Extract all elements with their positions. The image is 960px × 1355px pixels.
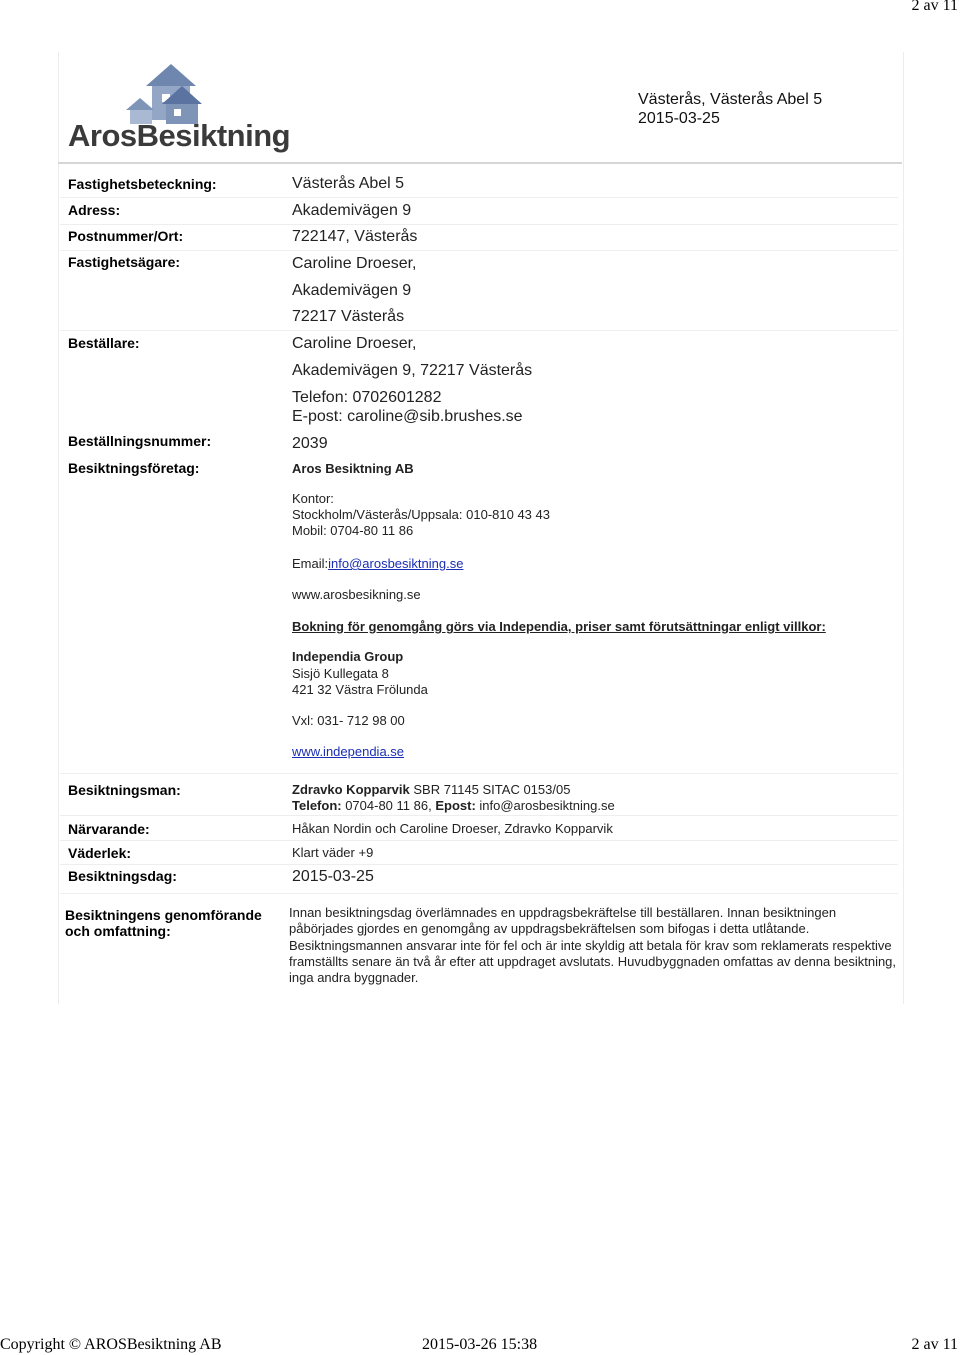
value-mobil: Mobil: 0704-80 11 86 bbox=[292, 523, 414, 538]
row-divider bbox=[60, 815, 898, 816]
logo-text-besiktning: Besiktning bbox=[136, 118, 291, 153]
partner-city: 421 32 Västra Frölunda bbox=[292, 682, 428, 697]
row-divider bbox=[60, 224, 898, 225]
value-omfattning-text: Innan besiktningsdag överlämnades en uppdragsbekräftelse till beställaren. Innan besiktningen påbörjades gjordes en genomgång av uppdragsbekräftelsen som bifogas i detta utlåtande. Besiktningsmannen ansvarar inte för fel och är inte skyldig att betala för krav som reklamerats respektive framställts senare än två år efter att uppdraget avslutats. Huvudbyggnaden omfattas av denna besiktning, inga andra byggnader. bbox=[289, 905, 897, 986]
partner-website-link[interactable]: www.independia.se bbox=[292, 744, 405, 759]
row-divider bbox=[60, 893, 898, 894]
label-bestallningsnummer: Beställningsnummer: bbox=[68, 433, 212, 449]
email-link[interactable]: info@arosbesiktning.se bbox=[328, 556, 464, 571]
label-adress: Adress: bbox=[68, 202, 121, 218]
value-bestallare-line1: Caroline Droeser, bbox=[292, 335, 417, 352]
header-date: 2015-03-25 bbox=[638, 110, 720, 127]
footer-page: 2 av 11 bbox=[911, 1336, 958, 1353]
inspector-tel-value: 0704-80 11 86, bbox=[341, 798, 436, 813]
label-fastighetsagare: Fastighetsägare: bbox=[68, 254, 181, 270]
row-divider bbox=[60, 840, 898, 841]
page-indicator-top: 2 av 11 bbox=[911, 0, 958, 14]
value-bestallningsnummer: 2039 bbox=[292, 435, 328, 452]
label-fastighetsbeteckning: Fastighetsbeteckning: bbox=[68, 176, 217, 192]
logo-text-aros: Aros bbox=[68, 118, 137, 153]
label-postnummer: Postnummer/Ort: bbox=[68, 228, 184, 244]
company-logo bbox=[66, 60, 291, 158]
value-website: www.arosbesikning.se bbox=[292, 587, 421, 602]
booking-notice: Bokning för genomgång görs via Independia, priser samt förutsättningar enligt villkor: bbox=[292, 619, 826, 634]
inspector-tel-label: Telefon: bbox=[292, 798, 342, 813]
label-besiktningsman: Besiktningsman: bbox=[68, 782, 181, 798]
value-postnummer: 722147, Västerås bbox=[292, 228, 418, 245]
value-besiktningsman-contact bbox=[292, 798, 615, 813]
value-bestallare-line2: Akademivägen 9, 72217 Västerås bbox=[292, 362, 533, 379]
label-narvarande: Närvarande: bbox=[68, 821, 150, 837]
inspector-epost-value: info@arosbesiktning.se bbox=[475, 798, 615, 813]
footer-copyright: Copyright © AROSBesiktning AB bbox=[0, 1336, 222, 1353]
inspector-certs: SBR 71145 SITAC 0153/05 bbox=[409, 782, 571, 797]
email-prefix: Email: bbox=[292, 556, 329, 571]
value-agare-line1: Caroline Droeser, bbox=[292, 255, 417, 272]
partner-street: Sisjö Kullegata 8 bbox=[292, 666, 389, 681]
document-frame bbox=[58, 52, 904, 1004]
value-besiktningsman bbox=[292, 782, 570, 797]
row-divider bbox=[60, 197, 898, 198]
value-vaderlek: Klart väder +9 bbox=[292, 845, 374, 860]
label-omfattning-line1: Besiktningens genomförande bbox=[65, 907, 262, 923]
label-omfattning-line2: och omfattning: bbox=[65, 923, 171, 939]
value-kontor-phone: Stockholm/Västerås/Uppsala: 010-810 43 43 bbox=[292, 507, 550, 522]
label-besiktningsforetag: Besiktningsföretag: bbox=[68, 460, 200, 476]
value-adress: Akademivägen 9 bbox=[292, 202, 412, 219]
value-besiktningsdag: 2015-03-25 bbox=[292, 868, 374, 885]
inspector-name: Zdravko Kopparvik bbox=[292, 782, 410, 797]
header-property-title: Västerås, Västerås Abel 5 bbox=[638, 91, 823, 108]
label-vaderlek: Väderlek: bbox=[68, 845, 132, 861]
label-besiktningsdag: Besiktningsdag: bbox=[68, 868, 177, 884]
footer-timestamp: 2015-03-26 15:38 bbox=[422, 1336, 538, 1353]
label-bestallare: Beställare: bbox=[68, 335, 140, 351]
partner-name: Independia Group bbox=[292, 649, 404, 664]
row-divider bbox=[60, 250, 898, 251]
inspector-epost-label: Epost: bbox=[435, 798, 476, 813]
value-bestallare-epost: E-post: caroline@sib.brushes.se bbox=[292, 408, 523, 425]
row-divider bbox=[60, 773, 898, 774]
value-email-row bbox=[292, 556, 463, 571]
value-kontor-label: Kontor: bbox=[292, 491, 334, 506]
value-bestallare-telefon: Telefon: 0702601282 bbox=[292, 389, 442, 406]
value-fastighetsbeteckning: Västerås Abel 5 bbox=[292, 175, 405, 192]
partner-phone: Vxl: 031- 712 98 00 bbox=[292, 713, 405, 728]
value-foretag-name: Aros Besiktning AB bbox=[292, 461, 414, 476]
row-divider bbox=[60, 864, 898, 865]
row-divider bbox=[60, 330, 898, 331]
value-agare-line3: 72217 Västerås bbox=[292, 308, 405, 325]
value-agare-line2: Akademivägen 9 bbox=[292, 282, 412, 299]
value-narvarande: Håkan Nordin och Caroline Droeser, Zdravko Kopparvik bbox=[292, 821, 613, 836]
header-divider bbox=[58, 162, 902, 164]
